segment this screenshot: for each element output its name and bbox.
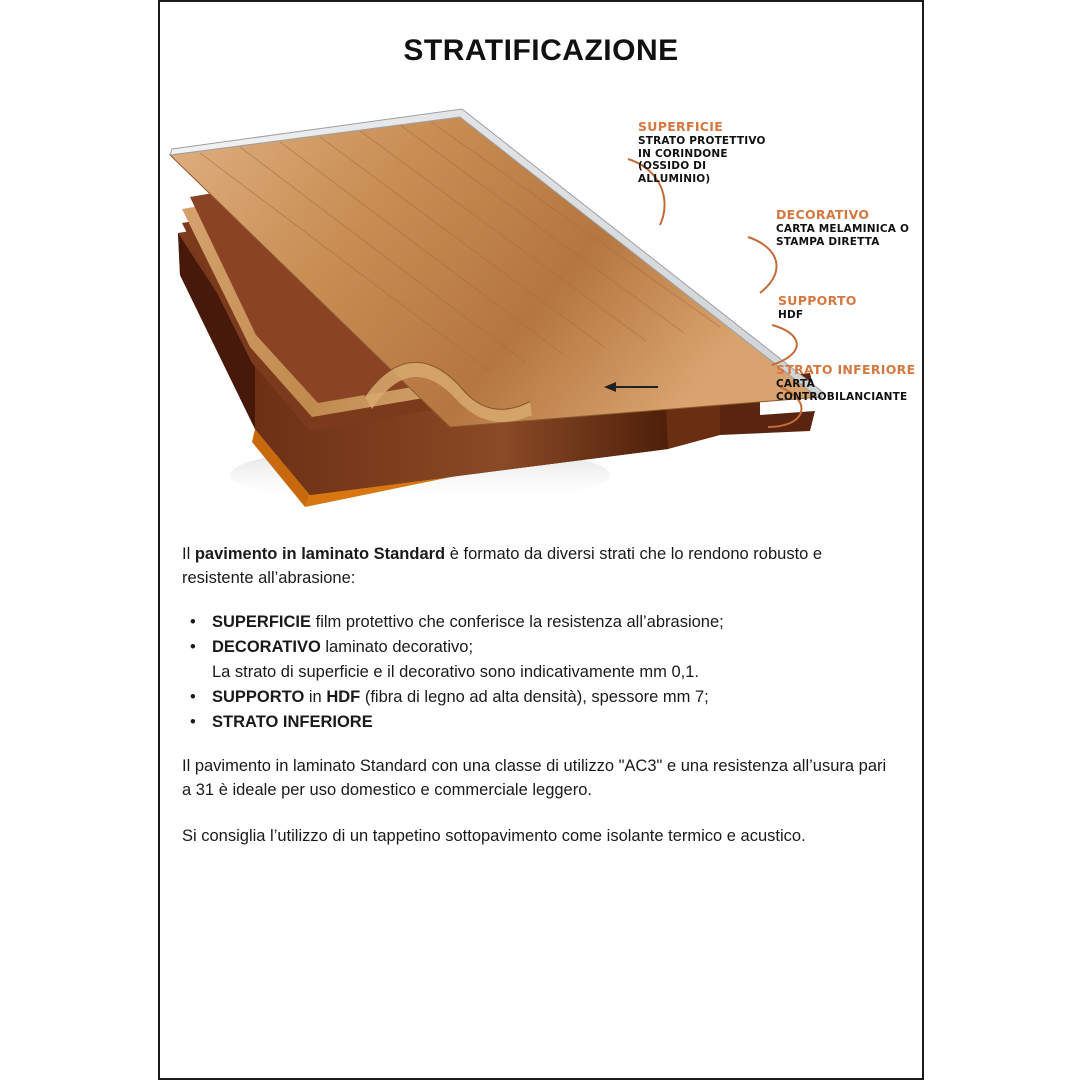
callout-decorativo-title: DECORATIVO — [776, 207, 870, 222]
bullet-icon: • — [190, 613, 196, 631]
item-supporto-bold2: HDF — [326, 688, 361, 706]
list-item-strato-inferiore — [182, 710, 898, 734]
callout-decorativo-subtitle: CARTA MELAMINICA O STAMPA DIRETTA — [776, 223, 910, 248]
item-decorativo-bold: DECORATIVO — [212, 638, 321, 656]
callout-supporto-title: SUPPORTO — [778, 293, 857, 308]
laminate-layers-diagram — [160, 97, 922, 527]
description-text — [182, 542, 898, 848]
decorativo-subline-text: La strato di superficie e il decorativo sono indicativamente mm 0,1. — [212, 663, 699, 681]
document-page — [158, 0, 924, 1080]
paragraph-underlay-advice: Si consiglia l’utilizzo di un tappetino sottopavimento come isolante termico e acustico. — [182, 827, 806, 845]
item-decorativo-rest: laminato decorativo; — [320, 638, 474, 656]
intro-part1: Il — [182, 545, 195, 563]
callout-superficie-subtitle: STRATO PROTETTIVO IN CORINDONE (OSSIDO DI ALLUMINIO) — [638, 135, 766, 185]
callout-strato-inferiore-subtitle: CARTA CONTROBILANCIANTE — [776, 378, 908, 403]
callout-supporto — [778, 293, 857, 322]
callout-decorativo — [776, 207, 916, 248]
list-item-supporto — [182, 685, 898, 709]
intro-paragraph — [182, 542, 898, 590]
item-strato-inferiore-bold: STRATO INFERIORE — [212, 713, 373, 731]
item-superficie-rest: film protettivo che conferisce la resistenza all’abrasione; — [311, 613, 724, 631]
item-supporto-pre: in — [304, 688, 327, 706]
leader-decorativo — [748, 237, 777, 293]
layers-list — [182, 610, 898, 734]
list-item-superficie — [182, 610, 898, 634]
page-title: STRATIFICAZIONE — [403, 34, 679, 67]
item-supporto-bold: SUPPORTO — [212, 688, 305, 706]
list-item-decorativo — [182, 635, 898, 659]
paragraph-class-usage: Il pavimento in laminato Standard con una classe di utilizzo "AC3" e una resistenza all’usura pari a 31 è ideale per uso domestico e commerciale leggero. — [182, 757, 887, 799]
item-supporto-rest: (fibra di legno ad alta densità), spessore mm 7; — [360, 688, 709, 706]
intro-bold: pavimento in laminato Standard — [194, 545, 446, 563]
bullet-icon: • — [190, 688, 196, 706]
callout-supporto-subtitle: HDF — [778, 309, 804, 321]
bullet-icon: • — [190, 638, 196, 656]
intro-part2: è formato da diversi strati che lo rendono robusto e resistente all’abrasione: — [182, 545, 823, 587]
callout-superficie — [638, 119, 778, 185]
decorativo-subline — [182, 660, 898, 684]
item-superficie-bold: SUPERFICIE — [212, 613, 312, 631]
callout-strato-inferiore-title: STRATO INFERIORE — [776, 362, 916, 377]
callout-superficie-title: SUPERFICIE — [638, 119, 724, 134]
bullet-icon: • — [190, 713, 196, 731]
callout-strato-inferiore — [776, 362, 915, 403]
